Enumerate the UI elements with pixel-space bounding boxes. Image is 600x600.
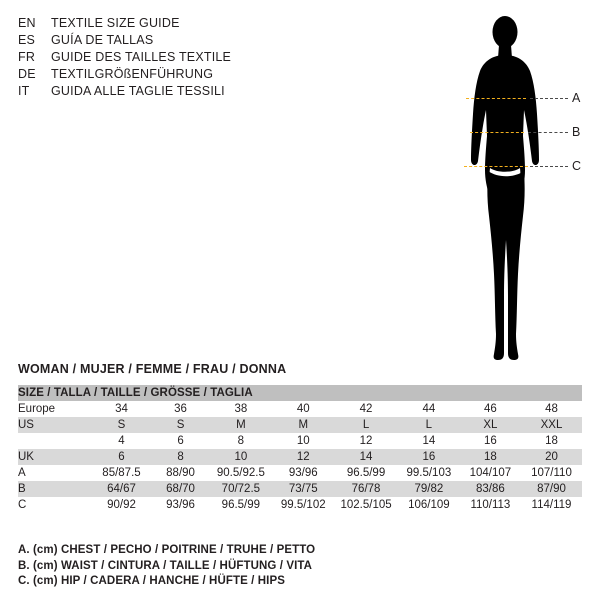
cell: 14 xyxy=(334,449,398,465)
legend-chest: A. (cm) CHEST / PECHO / POITRINE / TRUHE / PETTO xyxy=(18,544,316,556)
row-label: Europe xyxy=(18,401,91,417)
row-label: B xyxy=(18,481,91,497)
cell: 48 xyxy=(521,401,582,417)
cell: 20 xyxy=(521,449,582,465)
table-row xyxy=(18,433,582,449)
cell: 46 xyxy=(460,401,521,417)
language-code: DE xyxy=(18,67,36,81)
language-row xyxy=(18,32,318,49)
cell: 18 xyxy=(521,433,582,449)
language-title: GUIDE DES TAILLES TEXTILE xyxy=(51,50,232,64)
cell: S xyxy=(91,417,151,433)
cell: 68/70 xyxy=(152,481,210,497)
cell: 107/110 xyxy=(521,465,582,481)
table-header-row xyxy=(18,385,582,401)
cell: 16 xyxy=(398,449,460,465)
cell: XL xyxy=(460,417,521,433)
cell: 79/82 xyxy=(398,481,460,497)
language-code: IT xyxy=(18,84,30,98)
size-table xyxy=(18,385,582,513)
section-heading: WOMAN / MUJER / FEMME / FRAU / DONNA xyxy=(18,362,287,376)
cell: M xyxy=(272,417,334,433)
legend-hip: C. (cm) HIP / CADERA / HANCHE / HÜFTE / HIPS xyxy=(18,575,286,587)
language-title: TEXTILE SIZE GUIDE xyxy=(51,16,180,30)
cell: 93/96 xyxy=(152,497,210,513)
cell: 34 xyxy=(91,401,151,417)
cell: 90/92 xyxy=(91,497,151,513)
row-label xyxy=(18,433,91,449)
table-row xyxy=(18,417,582,433)
chest-lead-line xyxy=(530,98,568,99)
language-title: TEXTILGRÖßENFÜHRUNG xyxy=(51,67,214,81)
cell: 73/75 xyxy=(272,481,334,497)
language-row xyxy=(18,83,318,100)
cell: 99.5/103 xyxy=(398,465,460,481)
table-row xyxy=(18,481,582,497)
row-label: A xyxy=(18,465,91,481)
measurement-figure xyxy=(430,8,590,368)
cell: 16 xyxy=(460,433,521,449)
language-code: EN xyxy=(18,16,36,30)
cell: 12 xyxy=(272,449,334,465)
cell: 8 xyxy=(209,433,272,449)
size-table-wrapper xyxy=(18,385,582,513)
cell: 4 xyxy=(91,433,151,449)
cell: S xyxy=(152,417,210,433)
cell: 106/109 xyxy=(398,497,460,513)
cell: 38 xyxy=(209,401,272,417)
cell: 104/107 xyxy=(460,465,521,481)
table-row xyxy=(18,465,582,481)
cell: 44 xyxy=(398,401,460,417)
cell: 102.5/105 xyxy=(334,497,398,513)
hip-label: C xyxy=(572,159,582,173)
cell: 14 xyxy=(398,433,460,449)
hip-measure-line xyxy=(464,166,528,167)
row-label: C xyxy=(18,497,91,513)
cell: 64/67 xyxy=(91,481,151,497)
cell: M xyxy=(209,417,272,433)
female-silhouette-icon xyxy=(430,8,590,368)
waist-label: B xyxy=(572,125,581,139)
cell: 42 xyxy=(334,401,398,417)
cell: L xyxy=(334,417,398,433)
language-title: GUIDA ALLE TAGLIE TESSILI xyxy=(51,84,225,98)
table-row xyxy=(18,497,582,513)
language-row xyxy=(18,66,318,83)
waist-lead-line xyxy=(528,132,568,133)
cell: 76/78 xyxy=(334,481,398,497)
language-code: ES xyxy=(18,33,36,47)
cell: 36 xyxy=(152,401,210,417)
cell: 40 xyxy=(272,401,334,417)
cell: 85/87.5 xyxy=(91,465,151,481)
row-label: US xyxy=(18,417,91,433)
cell: 99.5/102 xyxy=(272,497,334,513)
cell: 6 xyxy=(91,449,151,465)
cell: 96.5/99 xyxy=(334,465,398,481)
language-title-list xyxy=(18,15,318,100)
table-row xyxy=(18,401,582,417)
cell: XXL xyxy=(521,417,582,433)
cell: 83/86 xyxy=(460,481,521,497)
cell: 90.5/92.5 xyxy=(209,465,272,481)
measurement-legend xyxy=(18,543,315,590)
chest-label: A xyxy=(572,91,581,105)
cell: 87/90 xyxy=(521,481,582,497)
table-row xyxy=(18,449,582,465)
hip-lead-line xyxy=(530,166,568,167)
row-label: UK xyxy=(18,449,91,465)
cell: 70/72.5 xyxy=(209,481,272,497)
cell: 93/96 xyxy=(272,465,334,481)
language-row xyxy=(18,15,318,32)
cell: 10 xyxy=(272,433,334,449)
waist-measure-line xyxy=(470,132,524,133)
cell: 18 xyxy=(460,449,521,465)
cell: 96.5/99 xyxy=(209,497,272,513)
legend-waist: B. (cm) WAIST / CINTURA / TAILLE / HÜFTUNG / VITA xyxy=(18,559,313,572)
language-title: GUÍA DE TALLAS xyxy=(51,33,154,47)
language-row xyxy=(18,49,318,66)
language-code: FR xyxy=(18,50,36,64)
chest-measure-line xyxy=(466,98,526,99)
cell: L xyxy=(398,417,460,433)
cell: 10 xyxy=(209,449,272,465)
cell: 6 xyxy=(152,433,210,449)
cell: 114/119 xyxy=(521,497,582,513)
cell: 110/113 xyxy=(460,497,521,513)
cell: 8 xyxy=(152,449,210,465)
cell: 88/90 xyxy=(152,465,210,481)
table-header-label: SIZE / TALLA / TAILLE / GRÖSSE / TAGLIA xyxy=(18,385,582,401)
cell: 12 xyxy=(334,433,398,449)
